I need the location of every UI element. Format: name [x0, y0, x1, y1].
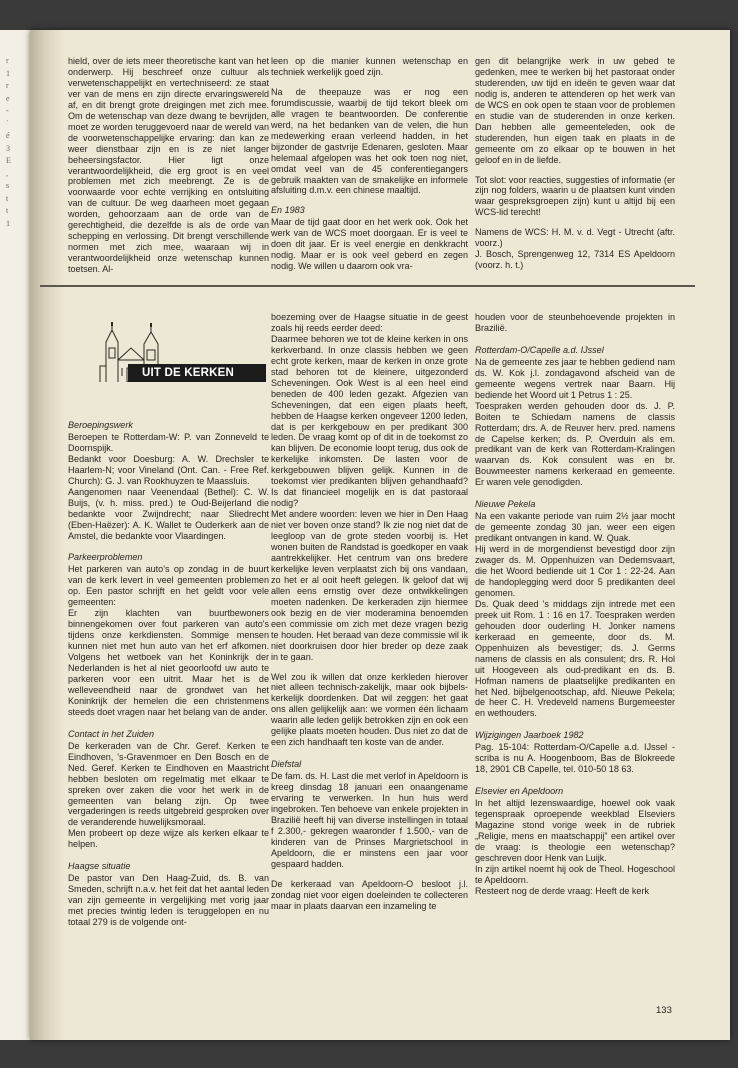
paragraph: Daarmee behoren we tot de kleine kerken in ons kerkverband. In onze classis hebben we geen echt grote kerken, maar de kerken in onze grote stad behoren tot de kleinere, uitgezonderd Scheveningen. Ook West is al een heel eind beneden de 400 leden gezakt. Afgezien van Scheveningen, dat een eigen plaats heeft, hebben de Haagse kerken ongeveer 1200 leden, dat is per kerkgebouw en per predikant 300 leden. De vraag komt op of dit in de toekomst zo kan blijven. De economie loopt terug, dus ook de kerkelijke inkomsten. De lasten voor de kerkgebouwen blijven gelijk. Kunnen in de toekomst vier predikanten blijven gehandhaafd? Is dat financieel mogelijk en is dat pastoraal nodig?	[271, 333, 468, 509]
adjacent-page-letters: r 1 r e - ´ é 3 E , s t t 1	[6, 56, 11, 228]
top-column-3	[475, 56, 675, 271]
subsection-heading: Rotterdam-O/Capelle a.d. IJssel	[475, 344, 604, 355]
paragraph: Beroepen te Rotterdam-W: P. van Zonneveld te Doornspijk.	[68, 431, 269, 453]
subsection-heading: Wijzigingen Jaarboek 1982	[475, 730, 584, 741]
paragraph: De kerkeraden van de Chr. Geref. Kerken te Eindhoven, 's-Gravenmoer en Den Bosch en de Ned. Geref. Kerken te Eindhoven en Maastricht hebben besloten om regelmatig met elkaar te spreken over zaken die voor het werk in de gemeenten van belang zijn. Op twee vergaderingen is reeds uitgebreid gesproken over de veranderende huwelijksmoraal.	[68, 740, 269, 828]
subsection-heading: Beroepingswerk	[68, 420, 133, 430]
adjacent-page-edge	[0, 30, 30, 1040]
paragraph: De pastor van Den Haag-Zuid, ds. B. van Smeden, schrijft n.a.v. het feit dat het aantal leden van zijn gemeente in vergelijking met vorig jaar met precies twintig leden is teruggelopen en nu totaal 279 is de volgende ont-	[68, 873, 269, 928]
paragraph: In het altijd lezenswaardige, hoewel ook vaak tegenspraak oproepende weekblad Elseviers Magazine stond vorige week in de rubriek „Religie, mens en maatschappij” een artikel over de vraag: is theologie een wetenschap? geschreven door Henk van Luijk.	[475, 798, 675, 863]
top-column-1	[68, 56, 269, 275]
paragraph: Aangenomen naar Veenendaal (Bethel): C. W. Buijs, (v. h. miss. pred.) te Oud-Beijerland die bedankte voor Zwijndrecht; naar Sliedrecht (Eben-Haëzer): A. K. Wallet te Ouderkerk aan de Amstel, die bedankte voor Vlaardingen.	[68, 486, 269, 541]
paragraph: J. Bosch, Sprengenweg 12, 7314 ES Apeldoorn (voorz. h. t.)	[475, 249, 675, 271]
paragraph: De fam. ds. H. Last die met verlof in Apeldoorn is kreeg dinsdag 18 januari een onaangename ervaring te verwerken. In hun huis werd ingebroken. Ten behoeve van enkele projekten in Brazilië heeft hij van diverse instellingen in totaal f 2.300,- gekregen waaronder f 1.500,- van de kinderen van de Prinses Margrietschool in Apeldoorn, die er minstens een jaar voor gespaard hadden.	[271, 771, 468, 869]
paragraph: Wel zou ik willen dat onze kerkleden hierover niet alleen technisch-zakelijk, maar ook bijbels-kerkelijk doordenken. Dat wil zeggen: het gaat ons allen gelijkelijk aan: we vormen één lichaam waarin alle leden gelijk betrokken zijn en ook een gelijke plaats moeten houden. Dus niet zo dat de een zich handhaaft ten koste van de ander.	[271, 671, 468, 748]
lower-column-1	[68, 420, 269, 928]
paragraph: Ds. Quak deed 's middags zijn intrede met een preek uit Rom. 1 : 16 en 17. Toespraken werden gehouden door ouderling H. Jonker namens kerkeraad en gemeente, door ds. M. Oppenhuizen als bevestiger; ds. J. Germs namens de classis en als consulent; drs. R. Hol uit Hoogeveen als oud-predikant en ds. B. Hofman namens de plaatselijke predikanten en het Ned. bijbelgenootschap, afd. Nieuwe Pekela; de heer C. H. Vredeveld namens Burgemeester en wethouders.	[475, 598, 675, 719]
paragraph: Na de gemeente zes jaar te hebben gediend nam ds. W. Kok j.l. zondagavond afscheid van de gemeente wegens vertrek naar Baarn. Hij bediende het Woord uit 1 Petrus 1 : 25.	[475, 356, 675, 400]
paragraph: Er zijn klachten van buurtbewoners binnengekomen over fout parkeren van auto's tijdens onze kerkdiensten. Sommige mensen kunnen niet met hun auto van het erf afkomen. Volgens het wetboek van het Koninkrijk der Nederlanden is het al niet geoorloofd uw auto te parkeren voor een uitrit. Maar het is de welleveendheid naar de grondwet van het Koninkrijk der hemelen die een christenmens steeds doet vragen naar het belang van de ander.	[68, 608, 269, 717]
paragraph: Toespraken werden gehouden door ds. J. P. Boiten te Schiedam namens de classis Rotterdam; drs. A. de Reuver herv. pred. namens de Capelse kerken; ds. P. Overduin als em. predikant van de kerk van Rotterdam-Kralingen waarvan ds. Kok consulent was en br. Bouwmeester namens kerkeraad en gemeente. Er waren vele genodigden.	[475, 400, 675, 488]
lower-column-3	[475, 312, 675, 897]
paragraph: De kerkeraad van Apeldoorn-O besloot j.l. zondag niet voor eigen doeleinden te collecteren maar in plaats daarvan een inzameling te	[271, 878, 468, 911]
paragraph: Met andere woorden: leven we hier in Den Haag niet ver boven onze stand? Ik zie nog niet dat de leegloop van de grote steden voorbij is. Het wonen buiten de Randstad is goedkoper en vaak aantrekkelijker. Het centrum van ons bredere kerkelijke leven verplaatst zich bij ons vandaan, zo het er al ooit heeft gelegen. Ik geloof dat wij allen eens ernstig over deze ontwikkelingen moeten nadenken. De kerkeraden zijn hiermee ook bezig en de vier moderamina benoemden een commissie om zich met deze vragen bezig te houden. Het beraad van deze commissie wil ik niet doorkruisen door hier breder op deze zaak in te gaan.	[271, 509, 468, 662]
paragraph: hield, over de iets meer theoretische kant van het onderwerp. Hij beschreef onze cultuur als verwetenschappelijkt en vertechniseerd: ze staat ver van de mens en zijn directe ervaringswereld af, en dit brengt grote dreigingen met zich mee. Om de wetenschap van deze dwang te bevrijden, moet ze worden teruggevoerd naar de wereld van de voorwetenschappelijke ervaring: dan kan ze weer dienstbaar zijn en is ze niet langer beheersingsfactor. Hier ligt onze verantwoordelijkheid, die erg groot is en veel problemen met zich meebrengt. Ze is de voorwaarde voor echte verrijking en ontsluiting van de cultuur. De weg daarheen moet gegaan worden, gehoorzaam aan de orde van de gerechtigheid, die dezelfde is als de orde van schepping en verlossing. Dit brengt verschillende normen met zich mee, waaraan wij in verantwoordelijkheid onze wetenschap kunnen toetsen. Al-	[68, 56, 269, 275]
paragraph: Hij werd in de morgendienst bevestigd door zijn zwager ds. M. Oppenhuizen van Dedemsvaart, die het Woord bediende uit 1 Cor 1 : 22-24. Aan de handoplegging werd door 5 predikanten deel genomen.	[475, 544, 675, 598]
lower-column-2	[271, 312, 468, 912]
top-column-2	[271, 56, 468, 272]
section-header-band: UIT DE KERKEN	[128, 364, 266, 382]
subsection-heading: Diefstal	[271, 759, 302, 770]
paragraph: Het parkeren van auto's op zondag in de buurt van de kerk levert in veel gemeenten problemen op. Een pastor schrijft en het geldt voor vele gemeenten:	[68, 564, 269, 608]
paragraph: boezeming over de Haagse situatie in de geest zoals hij reeds eerder deed:	[271, 312, 468, 333]
subsection-heading: Elsevier en Apeldoorn	[475, 786, 564, 797]
paragraph: leen op die manier kunnen wetenschap en techniek werkelijk goed zijn.	[271, 56, 468, 77]
subsection-heading: Parkeerproblemen	[68, 552, 143, 563]
paragraph: Maar de tijd gaat door en het werk ook. Ook het werk van de WCS moet doorgaan. Er is veel te doen dit jaar. Er is veel energie en denkkracht nodig. Maar er is ook veel geberd en zegen nodig. We willen u daarom ook vra-	[271, 217, 468, 272]
page-number: 133	[656, 1005, 672, 1016]
subsection-heading: Nieuwe Pekela	[475, 499, 536, 510]
paragraph: Resteert nog de derde vraag: Heeft de kerk	[475, 885, 650, 896]
paragraph: Bedankt voor Doesburg: A. W. Drechsler te Haarlem-N; voor Vineland (Ont. Can. - Free Ref. Church): G. J. van Rookhuyzen te Maassluis.	[68, 453, 269, 486]
page-gutter-shadow	[30, 30, 64, 1040]
subsection-heading: Contact in het Zuiden	[68, 728, 154, 739]
paragraph: Na de theepauze was er nog een forumdiscussie, waarbij de tijd tekort bleek om alle vragen te beantwoorden. De conferentie werd, na het bedanken van de velen, die hun medewerking eraan verleend hadden, in het bijzonder de gastvrije Edenaren, gesloten. Maar helemaal afgelopen was het ook toen nog niet, omdat veel van de 45 conferentiegangers gebruik maakten van de smakelijke en informele afsluiting d.m.v. een chinese maaltijd.	[271, 86, 468, 196]
paragraph: Tot slot: voor reacties, suggesties of informatie (er zijn nog folders, waarin u de plaatsen kunt vinden waar gespreksgroepen zijn) kunt u altijd bij een WCS-lid terecht!	[475, 174, 675, 218]
paragraph: houden voor de steunbehoevende projekten in Brazilië.	[475, 312, 675, 333]
subsection-heading: Haagse situatie	[68, 861, 131, 872]
paragraph: Pag. 15-104: Rotterdam-O/Capelle a.d. IJssel - scriba is nu A. Hoogenboom, Bas de Blokreede 18, 2901 CB Capelle, tel. 010-50 18 63.	[475, 742, 675, 775]
paragraph: Na een vakante periode van ruim 2½ jaar mocht de gemeente zondag 30 jan. weer een eigen predikant ontvangen in kand. W. Quak.	[475, 511, 675, 544]
paragraph: In zijn artikel noemt hij ook de Theol. Hogeschool te Apeldoorn.	[475, 863, 675, 885]
paragraph: Men probeert op deze wijze als kerken elkaar te helpen.	[68, 828, 269, 850]
paragraph: gen dit belangrijke werk in uw gebed te gedenken, mee te werken bij het pastoraat onder studerenden, uw tijd en ideën te geven waar dat nodig is, anderen te attenderen op het werk van de WCS en ook open te staan voor de problemen en studie van de studerenden in onze kerken. Dan hebben alle gemeenteleden, ook de studerenden, hun eigen taak en plaats in de gemeente om zo elkaar op te bouwen in het geloof en in de liefde.	[475, 56, 675, 165]
section-heading: En 1983	[271, 205, 305, 216]
section-divider	[40, 285, 695, 287]
paragraph: Namens de WCS: H. M. v. d. Vegt - Utrecht (aftr. voorz.)	[475, 227, 675, 249]
